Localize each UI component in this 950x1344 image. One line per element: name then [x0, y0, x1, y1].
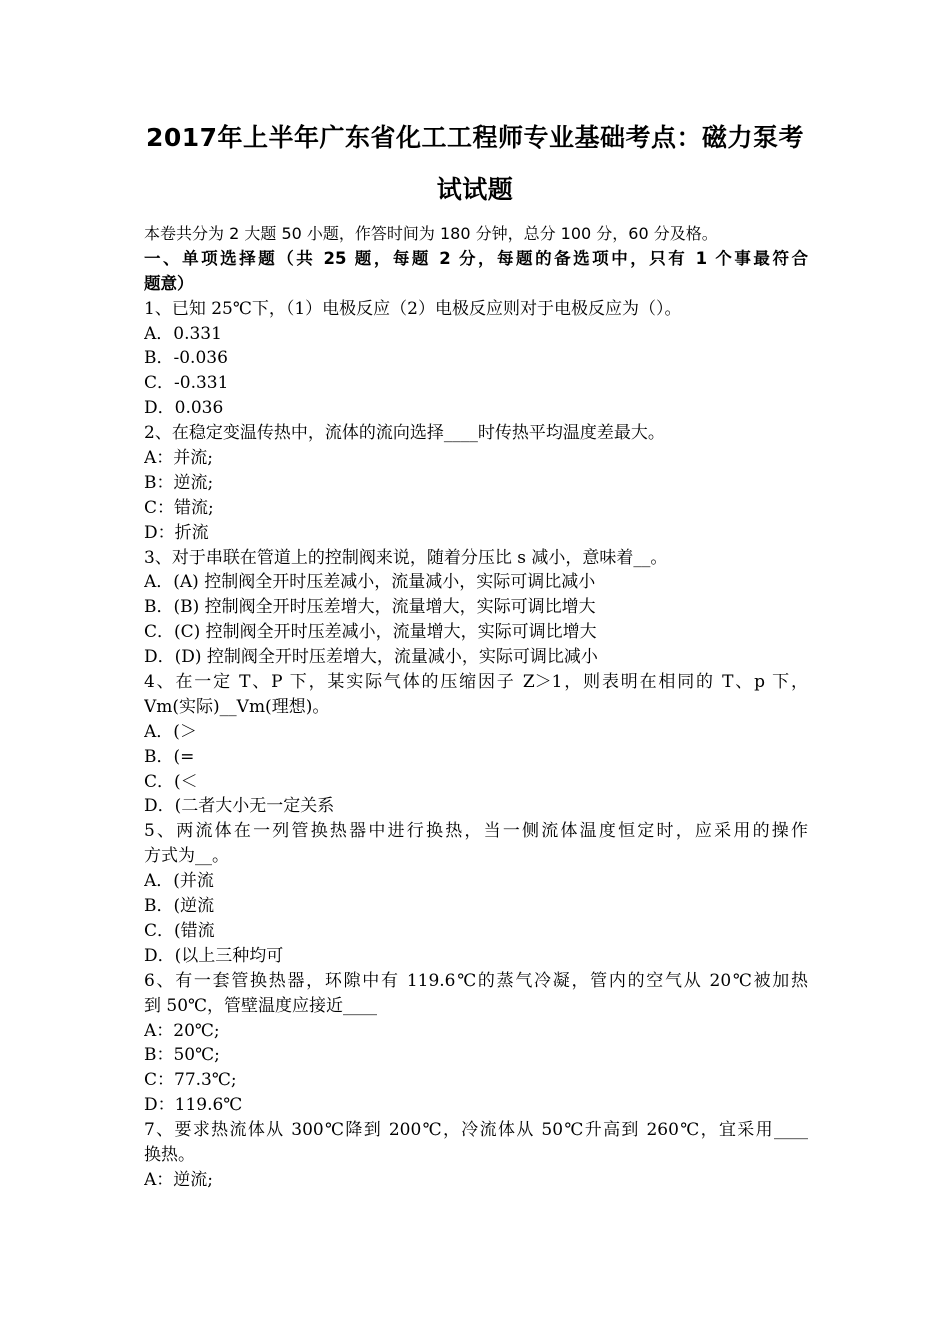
- option-line: B．(逆流: [144, 896, 215, 917]
- question-5-cont: 方式为__。: [144, 846, 229, 867]
- section-heading: 一、单项选择题（共 25 题，每题 2 分，每题的备选项中，只有 1 个事最符合: [144, 248, 808, 268]
- question-1: 1、已知 25℃下，（1）电极反应（2）电极反应则对于电极反应为（）。: [144, 298, 682, 319]
- question-4: 4、在一定 T、P 下，某实际气体的压缩因子 Z＞1，则表明在相同的 T、p 下，: [144, 672, 808, 693]
- option-line: B．-0.036: [144, 348, 228, 369]
- option-line: C．(C) 控制阀全开时压差减小，流量增大，实际可调比增大: [144, 622, 597, 643]
- option-line: A．(A) 控制阀全开时压差减小，流量减小，实际可调比减小: [144, 572, 596, 593]
- document-body: [144, 222, 808, 1193]
- option-line: C．(＜: [144, 771, 198, 792]
- question-3: 3、对于串联在管道上的控制阀来说，随着分压比 s 减小，意味着__。: [144, 547, 668, 568]
- question-7-cont: 换热。: [144, 1144, 195, 1165]
- section-heading-cont: 题意）: [144, 273, 194, 293]
- question-5: 5、两流体在一列管换热器中进行换热，当一侧流体温度恒定时，应采用的操作: [144, 821, 808, 842]
- option-line: C：错流;: [144, 497, 214, 518]
- option-line: B：50℃;: [144, 1045, 220, 1066]
- exam-intro: 本卷共分为 2 大题 50 小题，作答时间为 180 分钟，总分 100 分，60 分及格。: [144, 224, 718, 243]
- option-line: A．(并流: [144, 871, 214, 892]
- option-line: A：并流;: [144, 448, 214, 469]
- option-line: B．(B) 控制阀全开时压差增大，流量增大，实际可调比增大: [144, 597, 596, 618]
- option-line: A．(＞: [144, 721, 197, 742]
- document-title-line-2: 试试题: [436, 175, 514, 204]
- option-line: D．0.036: [144, 398, 224, 419]
- question-2: 2、在稳定变温传热中，流体的流向选择____时传热平均温度差最大。: [144, 423, 665, 444]
- option-line: C：77.3℃;: [144, 1070, 237, 1091]
- option-line: C．(错流: [144, 920, 215, 941]
- option-line: B．(=: [144, 746, 195, 767]
- option-line: D：119.6℃: [144, 1095, 243, 1116]
- question-6-cont: 到 50℃，管壁温度应接近____: [144, 995, 378, 1016]
- option-line: D：折流: [144, 522, 209, 543]
- question-6: 6、有一套管换热器，环隙中有 119.6℃的蒸气冷凝，管内的空气从 20℃被加热: [144, 970, 808, 991]
- option-line: D．(D) 控制阀全开时压差增大，流量减小，实际可调比减小: [144, 647, 598, 668]
- option-line: A：20℃;: [144, 1020, 220, 1041]
- option-line: D．(以上三种均可: [144, 945, 284, 966]
- option-line: D．(二者大小无一定关系: [144, 796, 335, 817]
- option-line: C．-0.331: [144, 373, 229, 394]
- question-7: 7、要求热流体从 300℃降到 200℃，冷流体从 50℃升高到 260℃，宜采用____: [144, 1120, 808, 1141]
- option-line: A：逆流;: [144, 1169, 214, 1190]
- question-4-cont: Vm(实际)__Vm(理想)。: [144, 696, 330, 717]
- option-line: B：逆流;: [144, 472, 214, 493]
- document-title-line-1: 2017年上半年广东省化工工程师专业基础考点：磁力泵考: [145, 123, 805, 152]
- option-line: A．0.331: [144, 323, 222, 344]
